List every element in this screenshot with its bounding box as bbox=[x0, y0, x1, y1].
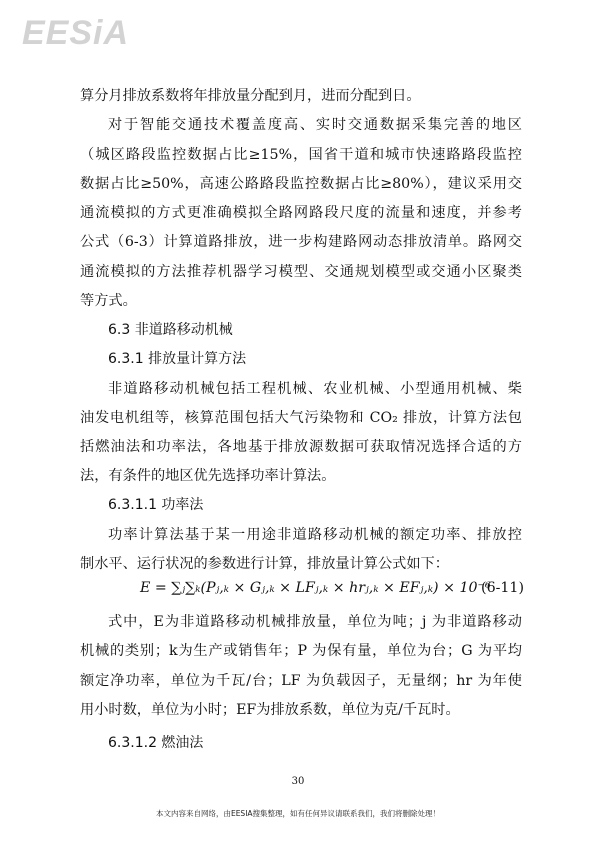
formula-expression: E = ∑ⱼ∑ₖ(Pⱼ,ₖ × Gⱼ,ₖ × LFⱼ,ₖ × hrⱼ,ₖ × EFⱼ,ₖ) × 10⁻⁶ bbox=[140, 580, 491, 596]
paragraph-line: 法，有条件的地区优先选择功率计算法。 bbox=[80, 468, 336, 484]
paragraph-line: 用小时数，单位为小时；EF为排放系数，单位为克/千瓦时。 bbox=[80, 702, 460, 718]
paragraph-line: 式中，E为非道路移动机械排放量，单位为吨；j 为非道路移动 bbox=[108, 614, 522, 630]
section-heading-6-3: 6.3 非道路移动机械 bbox=[108, 322, 233, 338]
paragraph-line: 功率计算法基于某一用途非道路移动机械的额定功率、排放控 bbox=[108, 527, 522, 543]
paragraph-line: 油发电机组等，核算范围包括大气污染物和 CO₂ 排放，计算方法包 bbox=[80, 410, 522, 426]
paragraph-line: 制水平、运行状况的参数进行计算，排放量计算公式如下： bbox=[80, 556, 449, 572]
eesia-logo: EESiA bbox=[22, 14, 130, 52]
paragraph-line: 机械的类别；k为生产或销售年；P 为保有量，单位为台；G 为平均 bbox=[80, 643, 522, 659]
paragraph-line: 括燃油法和功率法，各地基于排放源数据可获取情况选择合适的方 bbox=[80, 439, 522, 455]
paragraph-line: 通流模拟的方法推荐机器学习模型、交通规划模型或交通小区聚类 bbox=[80, 264, 522, 280]
formula-number: (6-11) bbox=[481, 580, 524, 596]
page-number: 30 bbox=[291, 776, 305, 787]
paragraph-line: 算分月排放系数将年排放量分配到月，进而分配到日。 bbox=[80, 88, 421, 104]
section-heading-6-3-1: 6.3.1 排放量计算方法 bbox=[108, 351, 247, 367]
footer-disclaimer: 本文内容来自网络，由EESIA搜集整理，如有任何异议请联系我们，我们将删除处理！ bbox=[155, 809, 441, 818]
paragraph-line: 数据占比≥50%，高速公路路段监控数据占比≥80%），建议采用交 bbox=[80, 176, 522, 192]
paragraph-line: 公式（6-3）计算道路排放，进一步构建路网动态排放清单。路网交 bbox=[80, 234, 522, 250]
paragraph-line: 等方式。 bbox=[80, 293, 137, 309]
section-heading-6-3-1-2: 6.3.1.2 燃油法 bbox=[108, 735, 204, 751]
paragraph-line: 对于智能交通技术覆盖度高、实时交通数据采集完善的地区 bbox=[108, 117, 522, 133]
paragraph-line: （城区路段监控数据占比≥15%，国省干道和城市快速路路段监控 bbox=[80, 147, 522, 163]
paragraph-line: 额定净功率，单位为千瓦/台；LF 为负载因子，无量纲；hr 为年使 bbox=[80, 673, 522, 689]
section-heading-6-3-1-1: 6.3.1.1 功率法 bbox=[108, 497, 204, 513]
paragraph-line: 通流模拟的方式更准确模拟全路网路段尺度的流量和速度，并参考 bbox=[80, 205, 522, 221]
emission-formula bbox=[140, 578, 530, 598]
paragraph-line: 非道路移动机械包括工程机械、农业机械、小型通用机械、柴 bbox=[108, 381, 522, 397]
